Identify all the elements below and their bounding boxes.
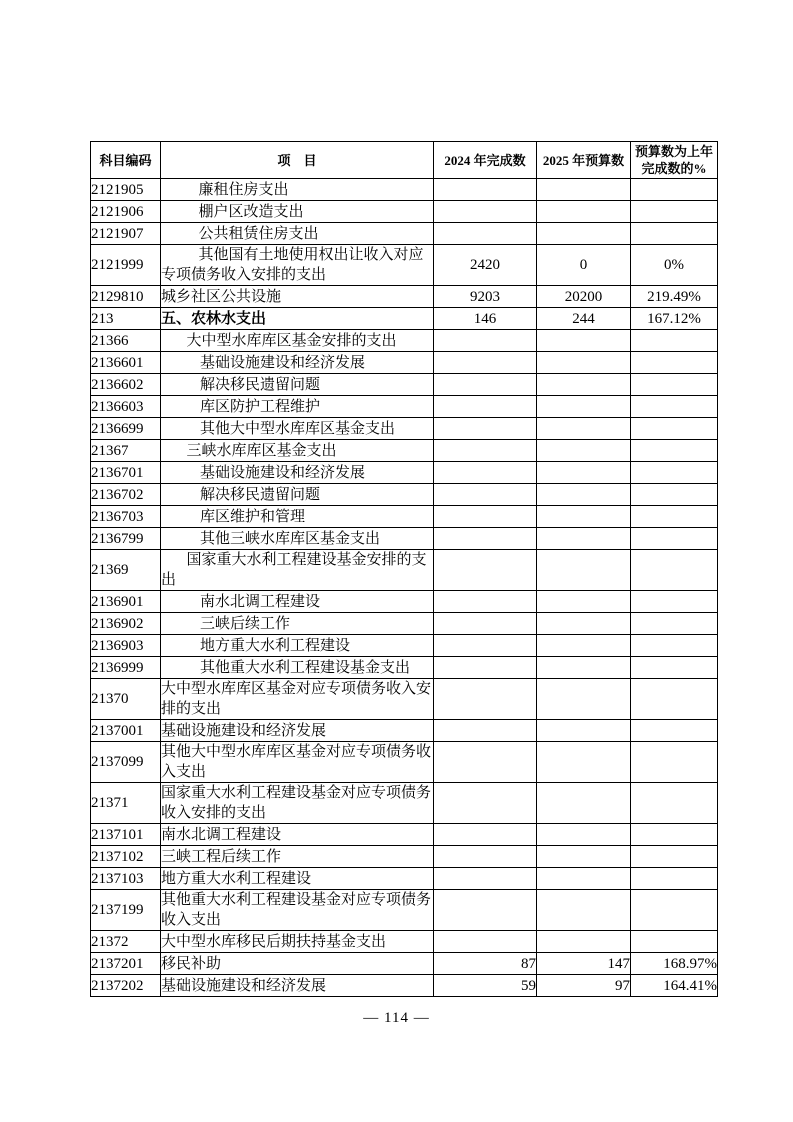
row-value-pct [631,635,718,657]
row-code: 2121999 [91,245,161,286]
header-code: 科目编码 [91,142,161,179]
row-value-2024: 59 [434,975,537,997]
row-value-2024 [434,613,537,635]
row-value-2025 [537,591,631,613]
row-value-2025 [537,613,631,635]
table-row [91,528,718,550]
row-value-2024 [434,679,537,720]
row-value-pct [631,550,718,591]
row-value-2024 [434,440,537,462]
table-row [91,179,718,201]
table-row [91,783,718,824]
table-row [91,591,718,613]
row-item: 解决移民遗留问题 [161,374,434,396]
row-value-2025 [537,679,631,720]
row-item: 南水北调工程建设 [161,824,434,846]
table-row [91,286,718,308]
row-value-2024 [434,824,537,846]
row-value-pct [631,462,718,484]
row-code: 2136703 [91,506,161,528]
row-code: 2137101 [91,824,161,846]
row-item: 基础设施建设和经济发展 [161,975,434,997]
row-value-pct [631,330,718,352]
row-value-2025: 97 [537,975,631,997]
table-row [91,846,718,868]
row-value-2024 [434,374,537,396]
row-value-2025 [537,824,631,846]
row-value-pct [631,783,718,824]
row-value-2025 [537,462,631,484]
row-code: 2136701 [91,462,161,484]
row-code: 2136603 [91,396,161,418]
row-code: 21366 [91,330,161,352]
row-value-2024 [434,506,537,528]
row-value-pct: 167.12% [631,308,718,330]
row-value-2025 [537,201,631,223]
row-item: 公共租赁住房支出 [161,223,434,245]
row-value-pct [631,223,718,245]
row-code: 21369 [91,550,161,591]
row-value-2025 [537,931,631,953]
table-row [91,374,718,396]
row-item: 其他大中型水库库区基金对应专项债务收入支出 [161,742,434,783]
table-row [91,613,718,635]
row-value-pct: 0% [631,245,718,286]
table-row [91,223,718,245]
row-value-2024 [434,179,537,201]
row-code: 2136601 [91,352,161,374]
row-value-2025 [537,506,631,528]
row-value-2024 [434,720,537,742]
row-item: 其他重大水利工程建设基金支出 [161,657,434,679]
row-value-2025 [537,484,631,506]
table-row [91,868,718,890]
row-code: 2137103 [91,868,161,890]
row-value-2024 [434,462,537,484]
row-value-2024 [434,484,537,506]
table-row [91,440,718,462]
row-value-pct [631,613,718,635]
row-code: 2137001 [91,720,161,742]
row-value-pct [631,824,718,846]
table-row [91,484,718,506]
row-value-pct: 219.49% [631,286,718,308]
row-code: 2137199 [91,890,161,931]
table-row [91,742,718,783]
row-code: 2137202 [91,975,161,997]
row-item: 地方重大水利工程建设 [161,868,434,890]
table-row [91,201,718,223]
row-value-2025 [537,352,631,374]
header-2025: 2025 年预算数 [537,142,631,179]
row-value-2025 [537,657,631,679]
row-code: 2121906 [91,201,161,223]
table-row [91,352,718,374]
row-value-pct [631,931,718,953]
row-item: 解决移民遗留问题 [161,484,434,506]
row-value-2024 [434,657,537,679]
row-value-pct [631,484,718,506]
table-row [91,679,718,720]
table-row [91,462,718,484]
row-value-pct: 168.97% [631,953,718,975]
row-value-2025 [537,528,631,550]
table-row [91,635,718,657]
row-code: 2136699 [91,418,161,440]
row-item: 基础设施建设和经济发展 [161,720,434,742]
row-value-2024 [434,783,537,824]
row-item: 大中型水库移民后期扶持基金支出 [161,931,434,953]
row-code: 21367 [91,440,161,462]
row-value-2024 [434,890,537,931]
budget-table-body [91,179,718,997]
row-item: 大中型水库库区基金对应专项债务收入安排的支出 [161,679,434,720]
row-value-2025 [537,330,631,352]
row-value-pct [631,352,718,374]
row-value-2025 [537,418,631,440]
header-pct: 预算数为上年完成数的% [631,142,718,179]
row-value-pct [631,679,718,720]
row-value-pct [631,868,718,890]
row-item: 三峡水库库区基金支出 [161,440,434,462]
row-item: 基础设施建设和经济发展 [161,462,434,484]
row-value-pct [631,396,718,418]
row-value-2025 [537,846,631,868]
table-row [91,953,718,975]
row-value-pct [631,846,718,868]
row-value-pct [631,890,718,931]
row-code: 2121905 [91,179,161,201]
row-item: 三峡工程后续工作 [161,846,434,868]
row-item: 其他重大水利工程建设基金对应专项债务收入支出 [161,890,434,931]
row-value-pct [631,506,718,528]
row-item: 五、农林水支出 [161,308,434,330]
row-value-pct [631,528,718,550]
row-value-2025: 0 [537,245,631,286]
row-item: 大中型水库库区基金安排的支出 [161,330,434,352]
row-value-pct [631,374,718,396]
row-value-2025: 147 [537,953,631,975]
row-item: 其他大中型水库库区基金支出 [161,418,434,440]
row-code: 2121907 [91,223,161,245]
header-row [91,142,718,179]
row-code: 2137102 [91,846,161,868]
row-code: 21370 [91,679,161,720]
row-value-2025 [537,635,631,657]
table-row [91,396,718,418]
row-value-2024: 87 [434,953,537,975]
row-code: 2136602 [91,374,161,396]
row-value-pct [631,720,718,742]
row-item: 国家重大水利工程建设基金对应专项债务收入安排的支出 [161,783,434,824]
row-code: 21371 [91,783,161,824]
table-row [91,824,718,846]
table-row [91,308,718,330]
row-value-pct [631,657,718,679]
row-value-2025: 20200 [537,286,631,308]
row-value-2025: 244 [537,308,631,330]
row-value-2025 [537,223,631,245]
table-row [91,245,718,286]
row-value-2024 [434,868,537,890]
row-value-pct [631,179,718,201]
header-item: 项 目 [161,142,434,179]
row-item: 地方重大水利工程建设 [161,635,434,657]
page-number: — 114 — [363,1010,430,1026]
row-value-2024 [434,635,537,657]
row-value-2024 [434,846,537,868]
row-value-2024 [434,528,537,550]
row-item: 廉租住房支出 [161,179,434,201]
table-row [91,657,718,679]
row-code: 2136902 [91,613,161,635]
budget-table-header [91,142,718,179]
row-value-2025 [537,440,631,462]
row-value-2024 [434,201,537,223]
row-code: 2136702 [91,484,161,506]
row-value-2025 [537,868,631,890]
row-code: 21372 [91,931,161,953]
row-value-2025 [537,179,631,201]
budget-table [90,141,718,997]
row-value-2024 [434,591,537,613]
row-code: 2136799 [91,528,161,550]
row-value-pct [631,201,718,223]
table-row [91,975,718,997]
row-value-2025 [537,720,631,742]
row-value-2024: 9203 [434,286,537,308]
row-code: 2137201 [91,953,161,975]
row-value-2024: 146 [434,308,537,330]
row-item: 基础设施建设和经济发展 [161,352,434,374]
row-value-2025 [537,396,631,418]
row-code: 2136903 [91,635,161,657]
row-item: 库区维护和管理 [161,506,434,528]
table-row [91,720,718,742]
row-item: 其他三峡水库库区基金支出 [161,528,434,550]
row-value-2024 [434,330,537,352]
row-value-2024: 2420 [434,245,537,286]
row-item: 三峡后续工作 [161,613,434,635]
row-value-2025 [537,550,631,591]
row-item: 移民补助 [161,953,434,975]
row-item: 棚户区改造支出 [161,201,434,223]
table-row [91,506,718,528]
row-item: 南水北调工程建设 [161,591,434,613]
row-value-2024 [434,223,537,245]
row-code: 2136901 [91,591,161,613]
header-2024: 2024 年完成数 [434,142,537,179]
table-row [91,550,718,591]
row-value-2024 [434,396,537,418]
row-item: 其他国有土地使用权出让收入对应专项债务收入安排的支出 [161,245,434,286]
row-item: 城乡社区公共设施 [161,286,434,308]
table-row [91,418,718,440]
row-item: 国家重大水利工程建设基金安排的支出 [161,550,434,591]
row-code: 2136999 [91,657,161,679]
row-code: 2129810 [91,286,161,308]
row-value-2024 [434,931,537,953]
row-value-2024 [434,550,537,591]
row-value-2025 [537,783,631,824]
row-value-pct [631,742,718,783]
row-code: 2137099 [91,742,161,783]
row-value-pct: 164.41% [631,975,718,997]
row-item: 库区防护工程维护 [161,396,434,418]
table-row [91,890,718,931]
row-value-2025 [537,742,631,783]
row-value-pct [631,591,718,613]
row-value-2024 [434,742,537,783]
row-code: 213 [91,308,161,330]
table-row [91,931,718,953]
row-value-2025 [537,890,631,931]
row-value-pct [631,440,718,462]
table-row [91,330,718,352]
row-value-2025 [537,374,631,396]
row-value-2024 [434,418,537,440]
row-value-pct [631,418,718,440]
row-value-2024 [434,352,537,374]
